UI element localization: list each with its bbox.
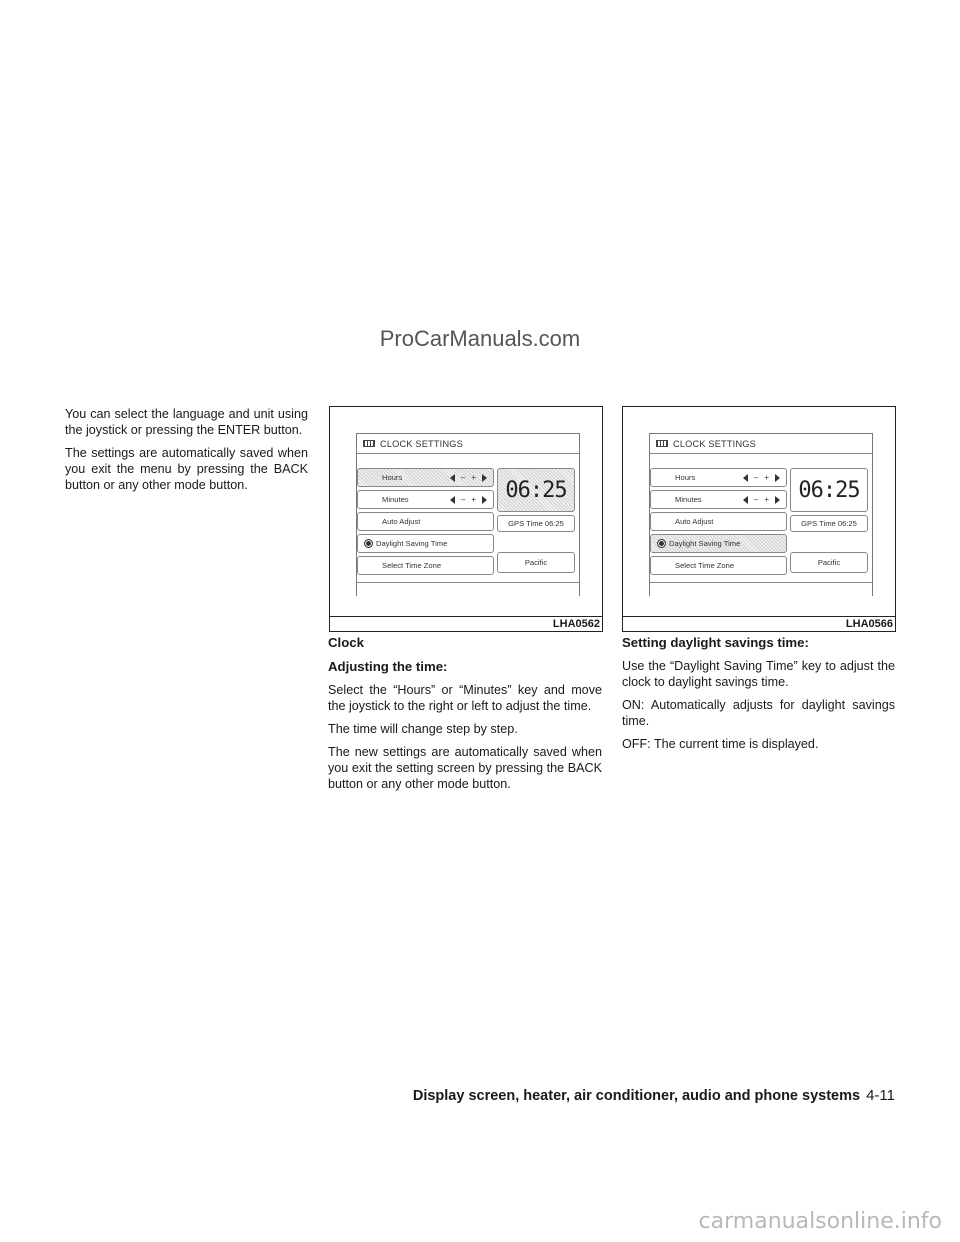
clock-settings-screen [649, 433, 873, 596]
dst-label: Daylight Saving Time [669, 539, 741, 548]
arrow-right-icon [482, 474, 487, 482]
page-number: 4-11 [866, 1087, 895, 1104]
figure-code: LHA0566 [845, 618, 893, 630]
minutes-label: Minutes [382, 495, 409, 504]
clock-section [328, 634, 602, 799]
clock-heading: Clock [328, 635, 364, 650]
time-zone-value: Pacific [524, 558, 548, 567]
minus-sign: – [753, 495, 759, 504]
dst-label: Daylight Saving Time [376, 539, 448, 548]
plus-sign: + [471, 473, 476, 482]
hours-button[interactable] [650, 468, 787, 487]
dst-paragraph: ON: Automatically adjusts for daylight savings time. [622, 698, 895, 728]
dst-button[interactable] [650, 534, 787, 553]
intro-paragraph: The settings are automatically saved when you exit the menu by pressing the BACK button or any other mode button. [65, 446, 308, 492]
time-zone-label: Select Time Zone [382, 561, 442, 570]
auto-adjust-label: Auto Adjust [382, 517, 421, 526]
keyboard-icon [363, 440, 375, 447]
screen-title: CLOCK SETTINGS [380, 438, 463, 449]
hours-label: Hours [675, 473, 696, 482]
indicator-dot-icon [657, 539, 666, 548]
figure-clock-settings-dst [622, 406, 896, 632]
time-zone-label: Select Time Zone [675, 561, 735, 570]
minus-sign: – [753, 473, 759, 482]
hours-label: Hours [382, 473, 403, 482]
watermark-carmanualsonline: carmanualsonline.info [698, 1209, 942, 1234]
hours-button[interactable] [357, 468, 494, 487]
figure-clock-settings-hours [329, 406, 603, 632]
arrow-right-icon [482, 496, 487, 504]
clock-paragraph: The time will change step by step. [328, 722, 518, 736]
gps-time-display [790, 515, 868, 532]
intro-text [65, 406, 308, 500]
arrow-left-icon [743, 496, 748, 504]
minutes-button[interactable] [357, 490, 494, 509]
dst-paragraph: Use the “Daylight Saving Time” key to adjust the clock to daylight savings time. [622, 659, 895, 689]
plus-sign: + [764, 495, 769, 504]
time-zone-value-button[interactable] [790, 552, 868, 573]
time-zone-button[interactable] [650, 556, 787, 575]
minutes-label: Minutes [675, 495, 702, 504]
dst-section [622, 634, 895, 759]
watermark-procarmanuals: ProCarManuals.com [379, 326, 581, 351]
auto-adjust-button[interactable] [357, 512, 494, 531]
dst-heading: Setting daylight savings time: [622, 635, 809, 650]
clock-paragraph: Select the “Hours” or “Minutes” key and move the joystick to the right or left to adjust the time. [328, 683, 602, 713]
auto-adjust-button[interactable] [650, 512, 787, 531]
intro-paragraph: You can select the language and unit using the joystick or pressing the ENTER button. [65, 407, 308, 437]
arrow-right-icon [775, 474, 780, 482]
screen-titlebar [650, 434, 872, 454]
screen-titlebar [357, 434, 579, 454]
gps-time-label: GPS Time 06:25 [508, 519, 564, 528]
plus-sign: + [471, 495, 476, 504]
minus-sign: – [460, 473, 466, 482]
arrow-left-icon [743, 474, 748, 482]
time-zone-value: Pacific [817, 558, 841, 567]
figure-code: LHA0562 [552, 618, 600, 630]
dst-paragraph: OFF: The current time is displayed. [622, 737, 819, 751]
clock-display: 06:25 [790, 468, 868, 512]
adjusting-time-subheading: Adjusting the time: [328, 659, 448, 674]
gps-time-display [497, 515, 575, 532]
footer-section-title: Display screen, heater, air conditioner, audio and phone systems [412, 1088, 861, 1104]
minus-sign: – [460, 495, 466, 504]
keyboard-icon [656, 440, 668, 447]
clock-display: 06:25 [497, 468, 575, 512]
screen-title: CLOCK SETTINGS [673, 438, 756, 449]
minutes-button[interactable] [650, 490, 787, 509]
plus-sign: + [764, 473, 769, 482]
auto-adjust-label: Auto Adjust [675, 517, 714, 526]
page-footer [413, 1087, 895, 1104]
time-zone-value-button[interactable] [497, 552, 575, 573]
indicator-dot-icon [364, 539, 373, 548]
arrow-left-icon [450, 496, 455, 504]
time-zone-button[interactable] [357, 556, 494, 575]
dst-button[interactable] [357, 534, 494, 553]
clock-settings-screen [356, 433, 580, 596]
gps-time-label: GPS Time 06:25 [801, 519, 857, 528]
clock-paragraph: The new settings are automatically saved when you exit the setting screen by pressing the BACK button or any other mode button. [328, 745, 602, 791]
arrow-left-icon [450, 474, 455, 482]
arrow-right-icon [775, 496, 780, 504]
